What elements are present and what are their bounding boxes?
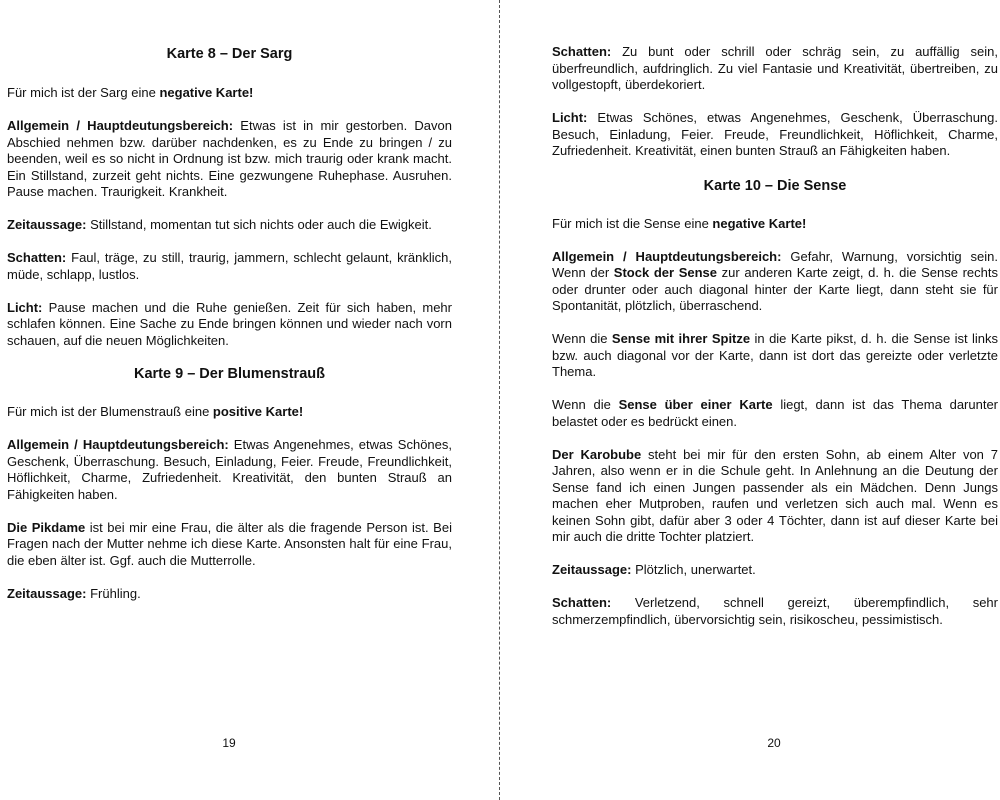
card9-schatten-text: Zu bunt oder schrill oder schräg sein, zu auffällig sein, überfreundlich, aufdringlich. Zu viel Fantasie und Kreativität, übertreiben, zu vollgestopft, überdekoriert. — [552, 44, 998, 92]
card8-intro-bold: negative Karte! — [159, 85, 254, 100]
card10-ueber-pre: Wenn die — [552, 397, 619, 412]
card10-spitze — [552, 331, 998, 381]
card10-ueber-bold: Sense über einer Karte — [618, 397, 773, 412]
card8-zeitaussage — [7, 217, 452, 234]
card10-spitze-pre: Wenn die — [552, 331, 612, 346]
card10-schatten — [552, 595, 998, 628]
card9-title: Karte 9 – Der Blumenstrauß — [134, 366, 325, 382]
card8-schatten — [7, 250, 452, 283]
card9-licht-label: Licht: — [552, 110, 588, 125]
card10-intro — [552, 216, 998, 233]
card9-schatten — [552, 44, 998, 94]
card10-spitze-text: in die Karte pikst, d. h. die Sense ist links bzw. auch diagonal vor der Karte, dann ist dort das gereizte oder verletzte Thema. — [552, 331, 999, 379]
card9-zeitaussage — [7, 586, 452, 603]
card8-schatten-label: Schatten: — [7, 250, 67, 265]
card8-licht-text: Pause machen und die Ruhe genießen. Zeit für sich haben, mehr schlafen können. Eine Sache zu Ende bringen können und wieder nach vorn schauen, auf die neuen Möglichkeiten. — [7, 299, 452, 348]
card9-intro — [7, 404, 452, 421]
card9-allgemein — [7, 437, 452, 503]
card8-intro — [7, 85, 452, 102]
card10-allgemein-bold: Stock der Sense — [613, 265, 718, 280]
card9-pikdame — [7, 520, 452, 570]
card8-licht — [7, 300, 452, 350]
card8-licht-label: Licht: — [7, 299, 43, 315]
card10-karobube-label: Der Karobube — [552, 446, 642, 462]
card9-zeit-label: Zeitaussage: — [7, 585, 87, 601]
right-page — [548, 0, 998, 800]
card8-allgemein-label: Allgemein / Hauptdeutungsbereich: — [7, 118, 234, 133]
card9-allgemein-text: Etwas Angenehmes, etwas Schönes, Geschenk, Überraschung. Besuch, Einladung, Feier. Freude, Freundlichkeit, Höflichkeit, Charme, Zufriedenheit. Kreativität, den bunten Strauß an Fähigkeiten haben. — [7, 437, 452, 502]
card9-allgemein-label: Allgemein / Hauptdeutungsbereich: — [7, 437, 229, 452]
page-divider — [499, 0, 500, 800]
page-number-left: 19 — [222, 736, 236, 750]
right-page-content — [552, 0, 998, 645]
card8-zeit-text: Stillstand, momentan tut sich nichts oder auch die Ewigkeit. — [86, 217, 432, 232]
card9-licht-text: Etwas Schönes, etwas Angenehmes, Geschenk, Überraschung. Besuch, Einladung, Feier. Freude, Freundlichkeit, Höflichkeit, Charme, Zufriedenheit. Kreativität, einen bunten Strauß an Fähigkeiten haben. — [552, 110, 998, 158]
card10-schatten-text: Verletzend, schnell gereizt, überempfindlich, sehr schmerzempfindlich, übervorsichtig sein, risikoscheu, pessimistisch. — [552, 595, 998, 627]
page-number-right: 20 — [767, 736, 781, 750]
card10-ueber — [552, 397, 998, 430]
card9-intro-text: Für mich ist der Blumenstrauß eine — [7, 404, 213, 419]
card9-zeit-text: Frühling. — [86, 585, 141, 601]
card8-allgemein — [7, 118, 452, 201]
card10-allgemein — [552, 249, 998, 315]
card10-ueber-text: liegt, dann ist das Thema darunter belastet oder es bedrückt einen. — [552, 397, 999, 429]
card10-spitze-bold: Sense mit ihrer Spitze — [611, 331, 751, 346]
left-page-content — [7, 0, 452, 619]
card10-allgemein-text-2: zur anderen Karte zeigt, d. h. die Sense rechts oder drunter oder auch diagonal hinter der Karte liegt, dann steht sie für Spontanität, plötzlich, überraschend. — [552, 265, 998, 313]
card10-karobube — [552, 447, 998, 546]
card9-schatten-label: Schatten: — [552, 44, 612, 59]
card9-pikdame-label: Die Pikdame — [7, 519, 86, 535]
card10-intro-bold: negative Karte! — [712, 215, 807, 231]
card8-title: Karte 8 – Der Sarg — [166, 46, 293, 62]
card8-zeit-label: Zeitaussage: — [7, 217, 87, 232]
card8-schatten-text: Faul, träge, zu still, traurig, jammern, schlecht gelaunt, kränklich, müde, schlapp, lustlos. — [7, 250, 452, 282]
card8-intro-text: Für mich ist der Sarg eine — [7, 85, 160, 100]
card9-intro-bold: positive Karte! — [212, 404, 304, 419]
card10-zeit-text: Plötzlich, unerwartet. — [631, 562, 756, 577]
card10-schatten-label: Schatten: — [552, 595, 612, 610]
card9-pikdame-text: ist bei mir eine Frau, die älter als die fragende Person ist. Bei Fragen nach der Mutter nehme ich diese Karte. Ansonsten halt für eine Frau, die eben älter ist. Ggf. auch die Mutterrolle. — [7, 519, 452, 568]
card8-allgemein-text: Etwas ist in mir gestorben. Davon Abschied nehmen bzw. darüber nachdenken, es zu Ende zu bringen / zu beenden, weil es so nicht in Ordnung ist bzw. mich traurig oder krank macht. Ein Stillstand, zurzeit geht nichts. Eine gezwungene Ruhephase. Ausruhen. Pause machen. Traurigkeit. Krankheit. — [7, 118, 452, 199]
card10-title: Karte 10 – Die Sense — [703, 177, 847, 194]
card9-licht — [552, 110, 998, 160]
card10-allgemein-text-1: Gefahr, Warnung, vorsichtig sein. Wenn der — [552, 248, 998, 280]
card10-allgemein-label: Allgemein / Hauptdeutungsbereich: — [552, 248, 782, 264]
card10-intro-text: Für mich ist die Sense eine — [552, 215, 713, 231]
left-page — [0, 0, 460, 800]
card10-zeitaussage — [552, 562, 998, 579]
card10-karobube-text: steht bei mir für den ersten Sohn, ab einem Alter von 7 Jahren, also wenn er in die Schule geht. In Anlehnung an die Deutung der Sense fand ich einen Jungen passender als ein Mädchen. Denn Jungs machen eher Mutproben, raufen und verletzen sich auch mal. Wenn es keinen Sohn gibt, dafür aber 3 oder 4 Töchter, dann ist auf dieser Karte bei mir auch die dritte Tochter platziert. — [552, 446, 998, 544]
card10-zeit-label: Zeitaussage: — [552, 562, 632, 577]
